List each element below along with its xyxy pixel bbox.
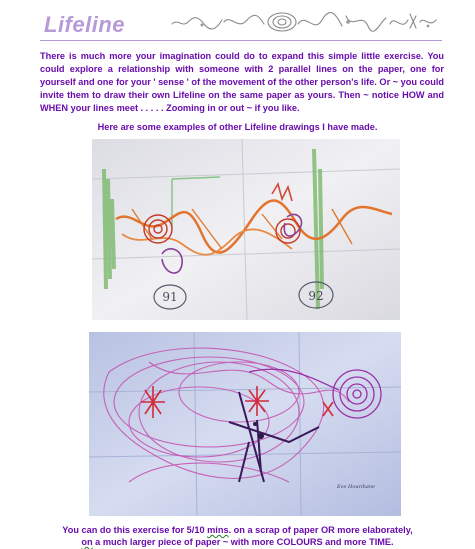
header-scribble-drawing <box>166 4 441 38</box>
examples-caption: Here are some examples of other Lifeline drawings I have made. <box>97 122 378 132</box>
circle-label-left: 91 <box>162 290 178 304</box>
lifeline-drawing-1-art <box>92 139 400 320</box>
circle-label-right: 92 <box>308 289 324 303</box>
footer-line-2-text: a much larger piece of paper ~ with more COLOURS and more TIME. <box>92 537 394 547</box>
footer-note <box>0 524 475 548</box>
footer-line-2-squig: on <box>81 537 93 547</box>
intro-paragraph: There is much more your imagination could do to expand this simple little exercise. You could explore a relationship with someone with 2 parallel lines on the paper, one for yourself and one for your ' sense ' of the movement of the other person's life. Or ~ you could invite them to draw their own Lifeline on the same paper as yours. Then ~ notice HOW and WHEN your lines meet . . . . . Zooming in or out ~ if you like. <box>40 51 444 113</box>
drawing-signature: Eve Hourihane <box>337 484 375 490</box>
footer-line-1 <box>0 524 475 536</box>
page-title: Lifeline <box>44 12 126 37</box>
footer-line-1-squig: mins <box>207 525 229 535</box>
title-divider <box>40 40 442 41</box>
lifeline-drawing-1 <box>92 139 400 320</box>
lifeline-drawing-2 <box>89 332 401 516</box>
header <box>0 0 475 46</box>
footer-line-2 <box>0 536 475 548</box>
footer-line-1-text-a: You can do this exercise for 5/10 <box>62 525 208 535</box>
footer-line-1-text-b: . on a scrap of paper OR more elaborately, <box>228 525 413 535</box>
lifeline-drawing-2-art <box>89 332 401 516</box>
